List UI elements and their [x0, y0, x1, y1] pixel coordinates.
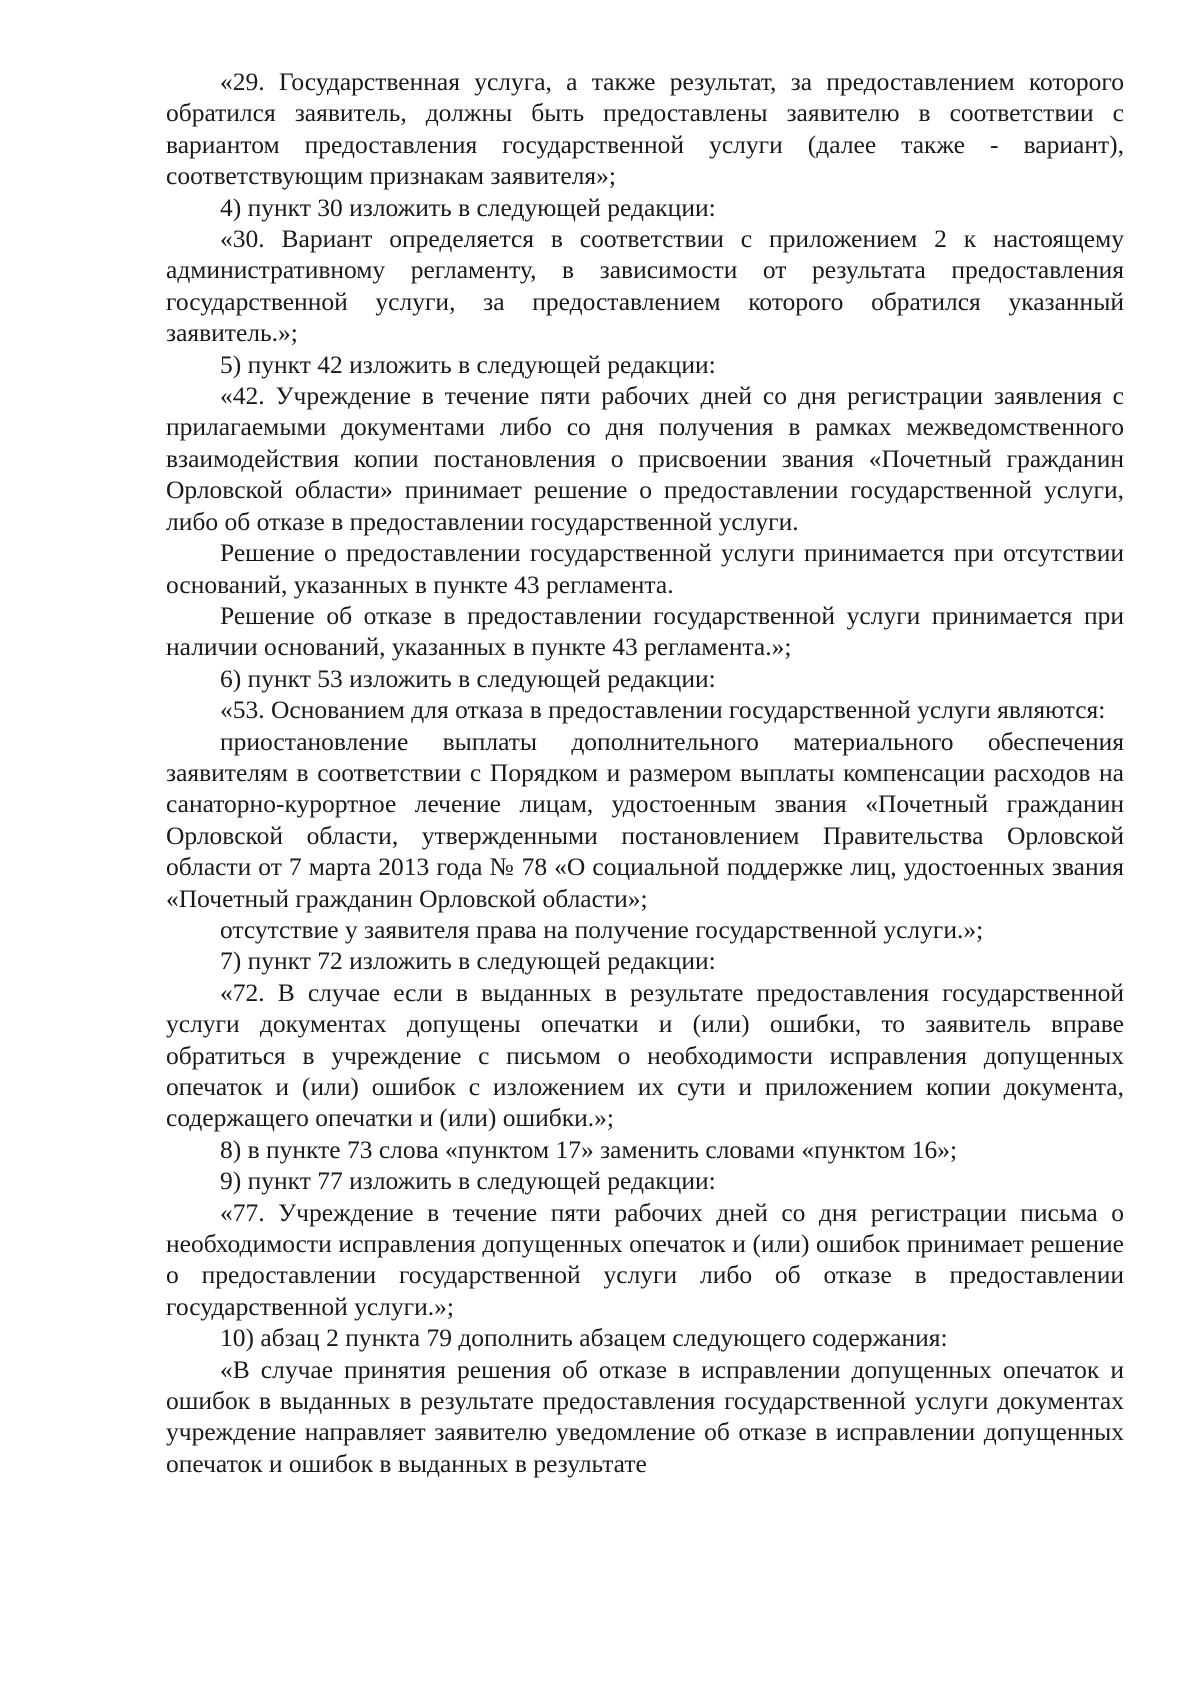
item-4: 4) пункт 30 изложить в следующей редакции:: [220, 192, 716, 222]
paragraph-30: «30. Вариант определяется в соответствии с приложением 2 к настоящему административному регламенту, в зависимости от результата предоставления государственной услуги, за предоставлением которого обратился указанный заявитель.»;: [166, 224, 1124, 348]
item-7: 7) пункт 72 изложить в следующей редакции:: [220, 946, 716, 976]
item-8: 8) в пункте 73 слова «пунктом 17» заменить словами «пунктом 16»;: [220, 1134, 958, 1164]
paragraph-77: «77. Учреждение в течение пяти рабочих дней со дня регистрации письма о необходимости исправления допущенных опечаток и (или) ошибок принимает решение о предоставлении государственной услуги либо об отказе в предоставлении государственной услуги.»;: [166, 1197, 1124, 1321]
item-6: 6) пункт 53 изложить в следующей редакции:: [220, 663, 716, 693]
paragraph-53-ground-2: отсутствие у заявителя права на получение государственной услуги.»;: [220, 914, 984, 944]
paragraph-79-addition: «В случае принятия решения об отказе в исправлении допущенных опечаток и ошибок в выданных в результате предоставления государственной услуги документах учреждение направляет заявителю уведомление об отказе в исправлении допущенных опечаток и ошибок в выданных в результате: [166, 1354, 1124, 1478]
paragraph-42: «42. Учреждение в течение пяти рабочих дней со дня регистрации заявления с прилагаемыми документами либо со дня получения в рамках межведомственного взаимодействия копии постановления о присвоении звания «Почетный гражданин Орловской области» принимает решение о предоставлении государственной услуги, либо об отказе в предоставлении государственной услуги.: [166, 381, 1124, 536]
item-10: 10) абзац 2 пункта 79 дополнить абзацем следующего содержания:: [220, 1323, 948, 1353]
item-9: 9) пункт 77 изложить в следующей редакции:: [220, 1166, 716, 1196]
paragraph-53-ground-1: приостановление выплаты дополнительного материального обеспечения заявителям в соответствии с Порядком и размером выплаты компенсации расходов на санаторно-курортное лечение лицам, удостоенным звания «Почетный гражданин Орловской области, утвержденными постановлением Правительства Орловской области от 7 марта 2013 года № 78 «О социальной поддержке лиц, удостоенных звания «Почетный гражданин Орловской области»;: [166, 726, 1124, 913]
paragraph-42-decision: Решение о предоставлении государственной услуги принимается при отсутствии оснований, указанных в пункте 43 регламента.: [166, 538, 1124, 599]
document-body: [166, 66, 1124, 1479]
item-5: 5) пункт 42 изложить в следующей редакции:: [220, 349, 716, 379]
paragraph-29: «29. Государственная услуга, а также результат, за предоставлением которого обратился заявитель, должны быть предоставлены заявителю в соответствии с вариантом предоставления государственной услуги (далее также - вариант), соответствующим признакам заявителя»;: [166, 67, 1124, 191]
paragraph-53: «53. Основанием для отказа в предоставлении государственной услуги являются:: [220, 695, 1106, 725]
paragraph-42-refusal: Решение об отказе в предоставлении государственной услуги принимается при наличии оснований, указанных в пункте 43 регламента.»;: [166, 600, 1124, 662]
paragraph-72: «72. В случае если в выданных в результате предоставления государственной услуги документах допущены опечатки и (или) ошибки, то заявитель вправе обратиться в учреждение с письмом о необходимости исправления допущенных опечаток и (или) ошибок с изложением их сути и приложением копии документа, содержащего опечатки и (или) ошибки.»;: [166, 977, 1124, 1133]
